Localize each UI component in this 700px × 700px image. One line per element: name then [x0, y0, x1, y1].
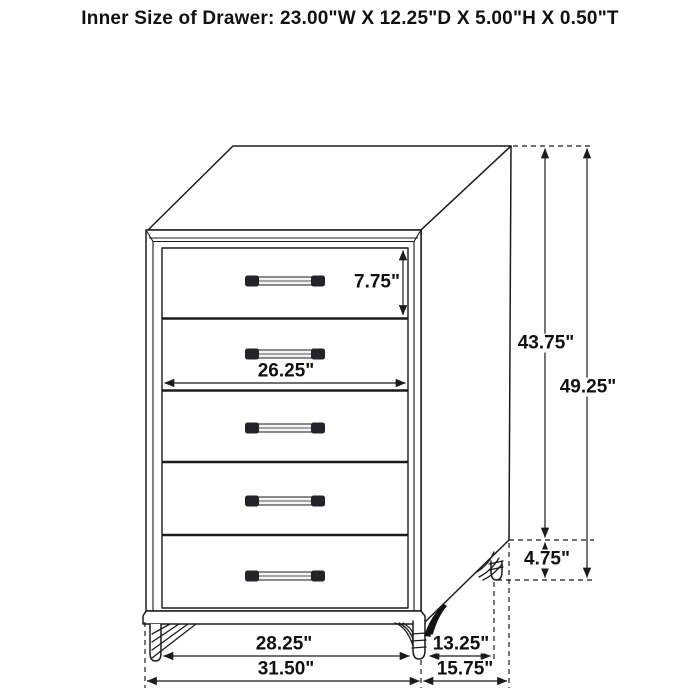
page-title: Inner Size of Drawer: 23.00"W X 12.25"D X 5.00"H X 0.50"T [81, 8, 619, 29]
dim-label-overall-width: 31.50" [257, 658, 315, 680]
dim-label-front-leg-span: 28.25" [255, 633, 313, 655]
dim-label-overall-depth: 15.75" [436, 658, 494, 680]
drawer-handle [245, 496, 325, 507]
drawer-handle [245, 571, 325, 582]
drawer-handle [245, 349, 325, 360]
dim-label-side-leg-span: 13.25" [432, 633, 490, 655]
drawer-handle [245, 276, 325, 287]
dim-label-leg-height: 4.75" [524, 548, 570, 570]
dim-label-case-height: 43.75" [517, 332, 575, 354]
dim-label-drawer-height: 7.75" [354, 271, 400, 293]
drawer-handle [245, 423, 325, 434]
dim-label-drawer-width: 26.25" [257, 360, 315, 382]
chest-base-plinth [143, 611, 425, 624]
dim-label-overall-height: 49.25" [559, 376, 617, 398]
chest-side-panel [421, 146, 511, 622]
